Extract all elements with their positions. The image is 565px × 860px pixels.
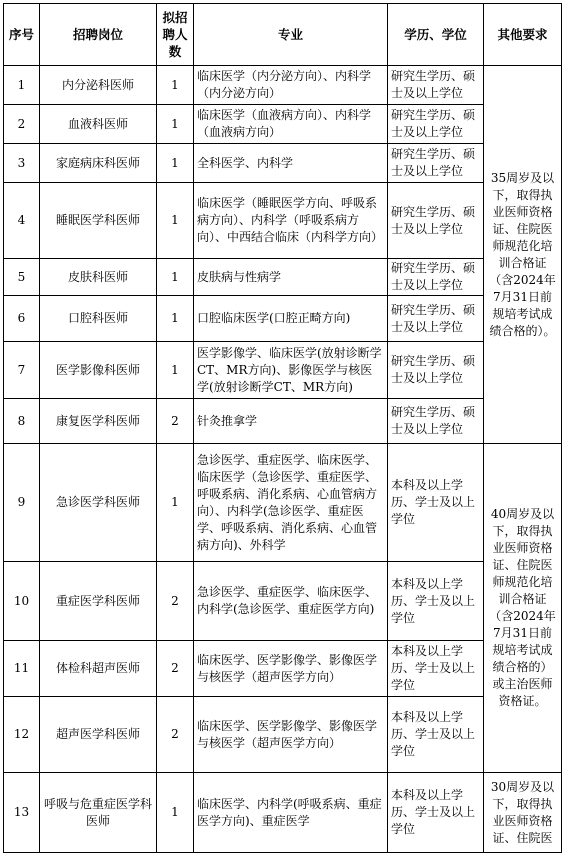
table-row [4, 399, 562, 444]
other-requirements-c: 30周岁及以下，取得执业医师资格证、住院医 [484, 773, 562, 853]
row-degree: 研究生学历、硕士及以上学位 [388, 144, 484, 183]
row-major: 临床医学（内分泌方向）、内科学（内分泌方向） [194, 66, 388, 105]
other-requirements-b: 40周岁及以下，取得执业医师资格证、住院医师规范化培训合格证（含2024年7月31日前规培考试成绩合格的）或主治医师资格证。 [484, 444, 562, 773]
row-degree: 研究生学历、硕士及以上学位 [388, 105, 484, 144]
row-major: 全科医学、内科学 [194, 144, 388, 183]
row-count: 1 [157, 444, 194, 562]
row-degree: 本科及以上学历、学士及以上学位 [388, 641, 484, 697]
table-row [4, 66, 562, 105]
table-row [4, 296, 562, 342]
row-position: 口腔科医师 [40, 296, 157, 342]
row-major: 医学影像学、临床医学(放射诊断学CT、MR方向)、影像医学与核医学(放射诊断学CT、MR方向) [194, 342, 388, 399]
row-position: 呼吸与危重症医学科医师 [40, 773, 157, 853]
row-position: 急诊医学科医师 [40, 444, 157, 562]
row-position: 睡眠医学科医师 [40, 183, 157, 259]
table-row [4, 259, 562, 296]
row-degree: 研究生学历、硕士及以上学位 [388, 399, 484, 444]
row-count: 1 [157, 144, 194, 183]
header-row [4, 4, 562, 66]
row-major: 临床医学、内科学(呼吸系病、重症医学方向)、重症医学 [194, 773, 388, 853]
table-row [4, 342, 562, 399]
header-count: 拟招聘人数 [157, 4, 194, 66]
table-row [4, 183, 562, 259]
row-count: 1 [157, 773, 194, 853]
row-position: 皮肤科医师 [40, 259, 157, 296]
row-major: 急诊医学、重症医学、临床医学、临床医学（急诊医学、重症医学、呼吸系病、消化系病、心血管病方向）、内科学(急诊医学、重症医学、呼吸系病、消化系病、心血管病方向)、外科学 [194, 444, 388, 562]
row-degree: 研究生学历、硕士及以上学位 [388, 296, 484, 342]
row-major: 临床医学（睡眠医学方向、呼吸系病方向）、内科学（呼吸系病方向）、中西结合临床（内科学方向） [194, 183, 388, 259]
row-no: 10 [4, 562, 40, 641]
row-count: 1 [157, 183, 194, 259]
row-major: 临床医学、医学影像学、影像医学与核医学（超声医学方向） [194, 641, 388, 697]
row-major: 临床医学（血液病方向）、内科学（血液病方向） [194, 105, 388, 144]
row-degree: 研究生学历、硕士及以上学位 [388, 342, 484, 399]
table-row [4, 641, 562, 697]
row-position: 体检科超声医师 [40, 641, 157, 697]
row-count: 1 [157, 105, 194, 144]
row-major: 口腔临床医学(口腔正畸方向) [194, 296, 388, 342]
row-no: 12 [4, 697, 40, 773]
row-degree: 研究生学历、硕士及以上学位 [388, 183, 484, 259]
table-row [4, 562, 562, 641]
row-no: 3 [4, 144, 40, 183]
row-no: 6 [4, 296, 40, 342]
row-position: 家庭病床科医师 [40, 144, 157, 183]
row-count: 1 [157, 259, 194, 296]
row-position: 血液科医师 [40, 105, 157, 144]
row-position: 内分泌科医师 [40, 66, 157, 105]
table-row [4, 697, 562, 773]
row-count: 2 [157, 399, 194, 444]
header-major: 专业 [194, 4, 388, 66]
row-no: 4 [4, 183, 40, 259]
table-row [4, 105, 562, 144]
row-degree: 研究生学历、硕士及以上学位 [388, 66, 484, 105]
header-degree: 学历、学位 [388, 4, 484, 66]
row-no: 2 [4, 105, 40, 144]
row-count: 1 [157, 342, 194, 399]
row-degree: 本科及以上学历、学士及以上学位 [388, 773, 484, 853]
row-count: 1 [157, 66, 194, 105]
row-no: 7 [4, 342, 40, 399]
row-count: 2 [157, 562, 194, 641]
row-count: 1 [157, 296, 194, 342]
row-no: 13 [4, 773, 40, 853]
row-position: 重症医学科医师 [40, 562, 157, 641]
row-major: 针灸推拿学 [194, 399, 388, 444]
row-count: 2 [157, 697, 194, 773]
row-no: 5 [4, 259, 40, 296]
row-degree: 本科及以上学历、学士及以上学位 [388, 562, 484, 641]
row-major: 皮肤病与性病学 [194, 259, 388, 296]
table-row [4, 144, 562, 183]
row-count: 2 [157, 641, 194, 697]
row-no: 11 [4, 641, 40, 697]
header-position: 招聘岗位 [40, 4, 157, 66]
row-position: 医学影像科医师 [40, 342, 157, 399]
row-degree: 本科及以上学历、学士及以上学位 [388, 444, 484, 562]
table-row [4, 773, 562, 853]
row-major: 急诊医学、重症医学、临床医学、内科学(急诊医学、重症医学方向) [194, 562, 388, 641]
header-other: 其他要求 [484, 4, 562, 66]
row-position: 康复医学科医师 [40, 399, 157, 444]
other-requirements-a: 35周岁及以下，取得执业医师资格证、住院医师规范化培训合格证（含2024年7月31日前规培考试成绩合格的）。 [484, 66, 562, 444]
row-no: 1 [4, 66, 40, 105]
row-degree: 研究生学历、硕士及以上学位 [388, 259, 484, 296]
row-major: 临床医学、医学影像学、影像医学与核医学（超声医学方向） [194, 697, 388, 773]
recruitment-table [3, 3, 562, 853]
row-no: 8 [4, 399, 40, 444]
row-position: 超声医学科医师 [40, 697, 157, 773]
row-no: 9 [4, 444, 40, 562]
header-no: 序号 [4, 4, 40, 66]
table-row [4, 444, 562, 562]
row-degree: 本科及以上学历、学士及以上学位 [388, 697, 484, 773]
